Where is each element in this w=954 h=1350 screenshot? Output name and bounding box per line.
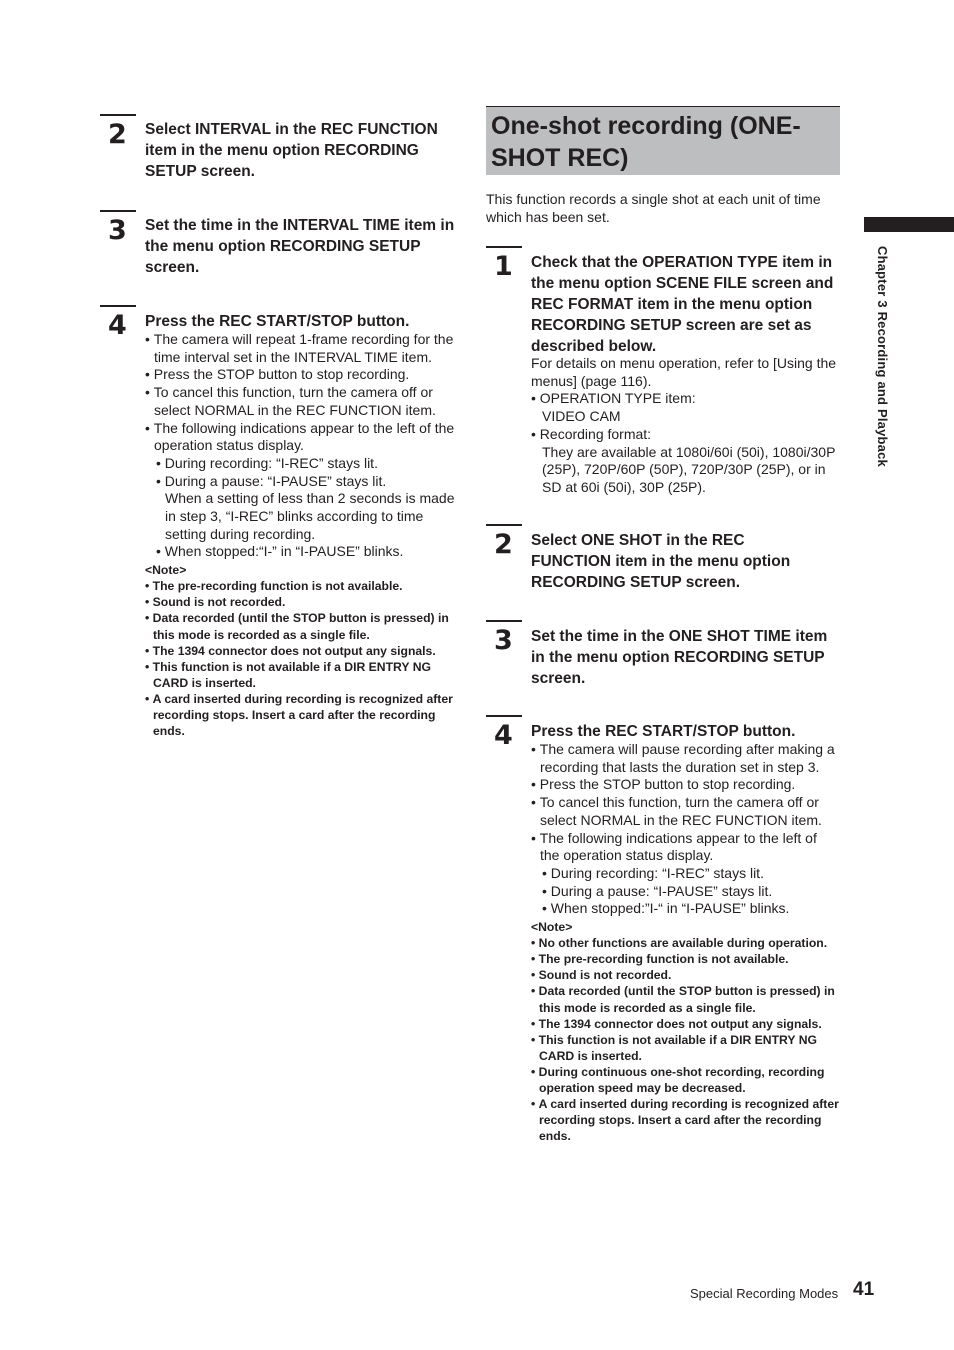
step-number: 4	[494, 720, 513, 751]
step-rule	[100, 210, 136, 212]
chapter-tab-bar	[864, 217, 954, 232]
list-item: • Press the STOP button to stop recording.	[531, 776, 840, 794]
note-item: • This function is not available if a DIR ENTRY NG CARD is inserted.	[531, 1032, 840, 1064]
bullet-label: Recording format:	[539, 425, 652, 442]
step-rule	[100, 305, 136, 307]
bullet-list	[145, 331, 455, 455]
note-item: • The 1394 connector does not output any signals.	[531, 1016, 840, 1032]
list-item	[531, 390, 840, 408]
note-item: • A card inserted during recording is recognized after recording stops. Insert a card after the recording ends.	[145, 691, 455, 739]
step-rule	[486, 246, 522, 248]
note-item: • During continuous one-shot recording, recording operation speed may be decreased.	[531, 1064, 840, 1096]
sub-bullet-list	[145, 455, 455, 490]
list-item: • When stopped:“I-” in “I-PAUSE” blinks.	[156, 543, 455, 561]
note-item: • A card inserted during recording is recognized after recording stops. Insert a card after the recording ends.	[531, 1096, 840, 1144]
step-rule	[486, 524, 522, 526]
step-detail: For details on menu operation, refer to [Using the menus] (page 116).	[531, 355, 837, 389]
list-item	[531, 426, 840, 444]
page-number: 41	[853, 1279, 875, 1300]
note-item: • The pre-recording function is not available.	[531, 951, 840, 967]
note-block	[145, 562, 455, 739]
chapter-tab-label: Chapter 3 Recording and Playback	[875, 246, 890, 467]
list-item: • During recording: “I-REC” stays lit.	[156, 455, 455, 473]
note-item: • Sound is not recorded.	[145, 594, 455, 610]
note-item: • The 1394 connector does not output any signals.	[145, 643, 455, 659]
note-item: • The pre-recording function is not available.	[145, 578, 455, 594]
step-title: Set the time in the INTERVAL TIME item in the menu option RECORDING SETUP screen.	[145, 217, 455, 276]
bullet-value: VIDEO CAM	[542, 408, 621, 425]
list-item: • During a pause: “I-PAUSE” stays lit.	[156, 473, 455, 491]
list-item: • The following indications appear to the left of the operation status display.	[145, 420, 455, 455]
note-list	[531, 935, 840, 1144]
list-item: • To cancel this function, turn the camera off or select NORMAL in the REC FUNCTION item.	[145, 384, 455, 419]
note-label: <Note>	[145, 563, 187, 578]
left-step-4-body	[145, 331, 455, 739]
step-rule	[486, 620, 522, 622]
list-item: • The following indications appear to the left of the operation status display.	[531, 830, 840, 865]
note-item: • Data recorded (until the STOP button is pressed) in this mode is recorded as a single file.	[531, 983, 840, 1015]
sub-bullet-continuation: When a setting of less than 2 seconds is made in step 3, “I-REC” blinks according to time setting during recording.	[165, 490, 455, 542]
step-rule	[100, 114, 136, 116]
list-item: • The camera will pause recording after making a recording that lasts the duration set in step 3.	[531, 741, 840, 776]
section-title-band	[486, 106, 840, 175]
step-title: Select INTERVAL in the REC FUNCTION item in the menu option RECORDING SETUP screen.	[145, 121, 438, 180]
step-number: 3	[494, 625, 513, 656]
step-number: 1	[494, 251, 513, 282]
bullet-list	[531, 390, 840, 408]
step-title: Press the REC START/STOP button.	[531, 723, 796, 740]
step-number: 4	[108, 310, 127, 341]
step-title: Press the REC START/STOP button.	[145, 313, 410, 330]
list-item: • To cancel this function, turn the camera off or select NORMAL in the REC FUNCTION item.	[531, 794, 840, 829]
bullet-list	[531, 426, 840, 444]
sub-bullet-list	[145, 543, 455, 561]
intro-text: This function records a single shot at each unit of time which has been set.	[486, 191, 821, 225]
step-rule	[486, 715, 522, 717]
bullet-label: OPERATION TYPE item:	[539, 390, 696, 407]
list-item: • During recording: “I-REC” stays lit.	[542, 865, 840, 883]
note-list	[145, 578, 455, 739]
note-item: • Data recorded (until the STOP button is pressed) in this mode is recorded as a single file.	[145, 610, 455, 642]
right-step-1-body	[531, 355, 840, 497]
note-item: • Sound is not recorded.	[531, 967, 840, 983]
note-label: <Note>	[531, 920, 573, 935]
note-block	[531, 919, 840, 1144]
list-item: • During a pause: “I-PAUSE” stays lit.	[542, 883, 840, 901]
note-item: • This function is not available if a DIR ENTRY NG CARD is inserted.	[145, 659, 455, 691]
step-number: 2	[108, 119, 127, 150]
list-item: • The camera will repeat 1-frame recording for the time interval set in the INTERVAL TIME item.	[145, 331, 455, 366]
list-item: • Press the STOP button to stop recording.	[145, 366, 455, 384]
section-title: One-shot recording (ONE-SHOT REC)	[491, 112, 801, 172]
step-title: Set the time in the ONE SHOT TIME item in the menu option RECORDING SETUP screen.	[531, 628, 828, 687]
step-title: Select ONE SHOT in the REC FUNCTION item in the menu option RECORDING SETUP screen.	[531, 532, 791, 591]
step-number: 3	[108, 215, 127, 246]
step-title: Check that the OPERATION TYPE item in the menu option SCENE FILE screen and REC FORMAT item in the menu option RECORDING SETUP screen are set as described below.	[531, 254, 834, 355]
bullet-list	[531, 741, 840, 865]
bullet-value: They are available at 1080i/60i (50i), 1080i/30P (25P), 720P/60P (50P), 720P/30P (25P), or in SD at 60i (50i), 30P (25P).	[542, 443, 836, 495]
step-number: 2	[494, 529, 513, 560]
footer-section-name: Special Recording Modes	[690, 1286, 839, 1301]
list-item: • When stopped:”I-“ in “I-PAUSE” blinks.	[542, 900, 840, 918]
note-item: • No other functions are available during operation.	[531, 935, 840, 951]
right-step-4-body	[531, 741, 840, 1144]
sub-bullet-list	[531, 865, 840, 918]
